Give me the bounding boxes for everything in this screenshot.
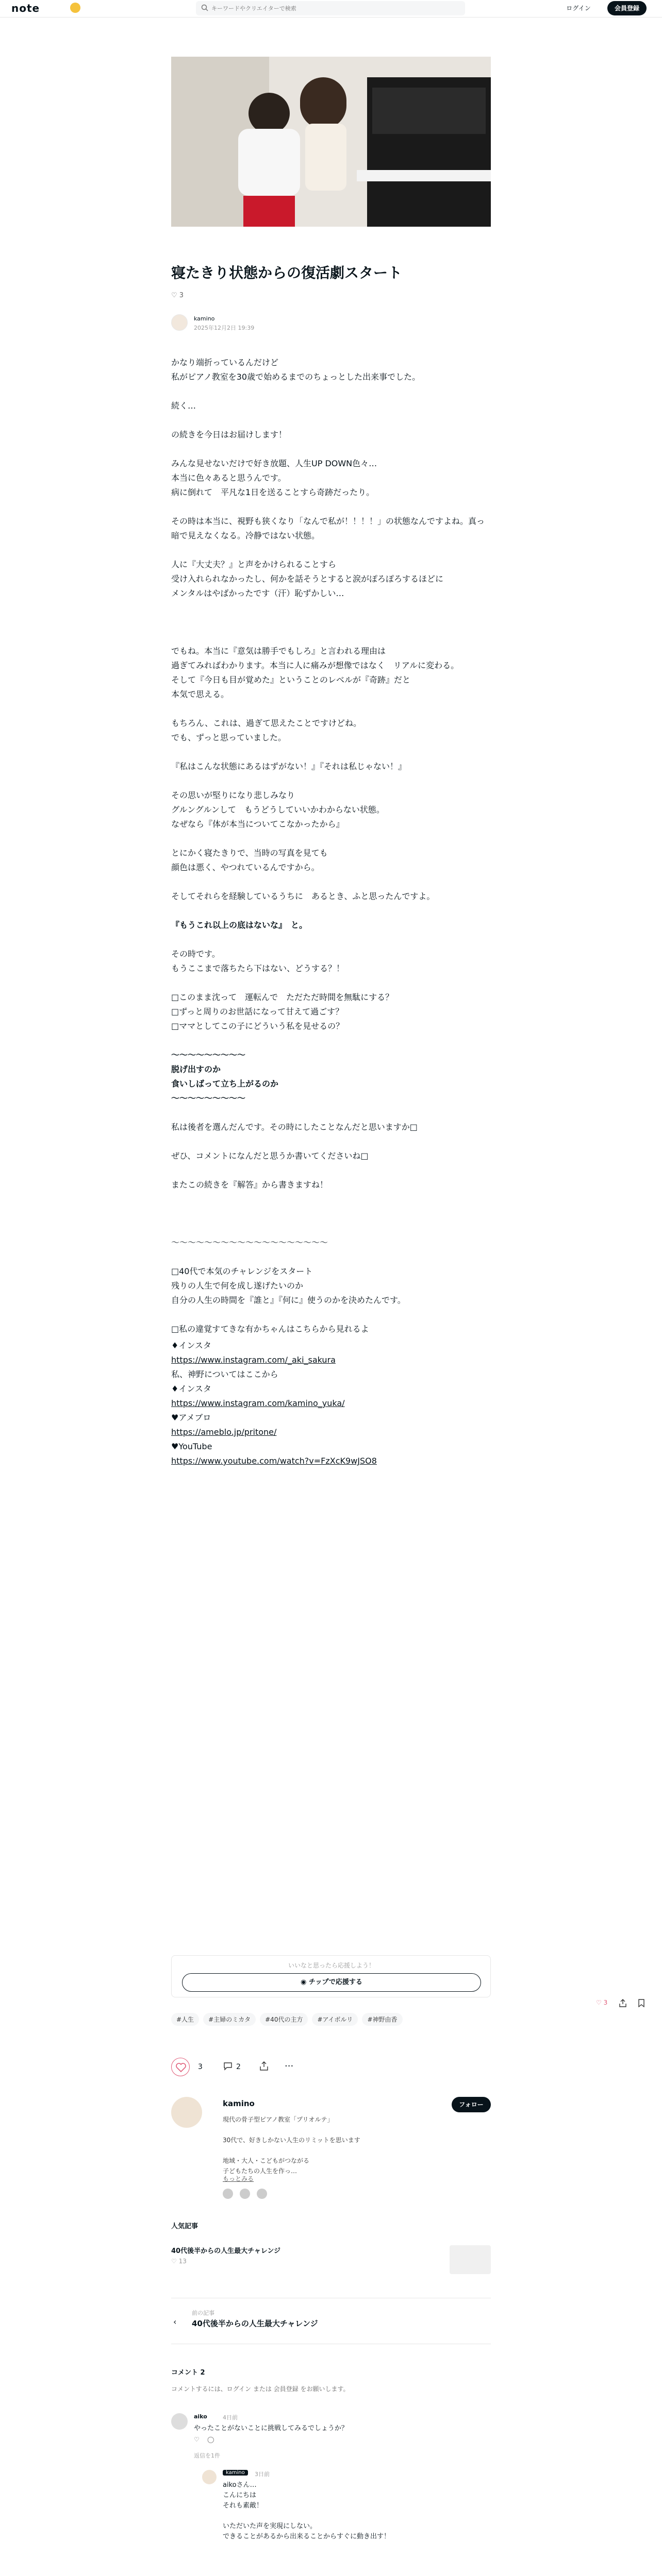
commenter-avatar[interactable] [171,2413,188,2430]
article-paragraph: 『私はこんな状態にあるはずがない！』『それは私じゃない！』 [171,761,407,771]
popular-label: 人気記事 [171,2223,198,2230]
article-paragraph: 『もうこれ以上の底はないな』 と。 [171,920,308,930]
more-menu-icon[interactable]: ··· [285,2061,294,2072]
heart-icon[interactable]: ♡ [194,2436,200,2443]
comment-actions [194,2436,214,2443]
article-paragraph: もちろん、これは、過ぎて思えたことですけどね。 でも、ずっと思っていました。 [171,718,361,742]
share-icon[interactable] [619,1999,627,2007]
tip-icon: ◉ [301,1978,309,1986]
article-paragraph: □40代で本気のチャレンジをスタート 残りの人生で何を成し遂げたいのか 自分の人生の時間を『誰と』『何に』使うのかを決めたんです。 [171,1266,406,1305]
like-count: 3 [198,2063,203,2071]
header-like-count: 3 [179,292,184,299]
prev-article-nav[interactable] [171,2298,491,2344]
comment-icon[interactable] [223,2061,233,2071]
note-logo[interactable]: note [11,2,40,14]
popular-item-title[interactable]: 40代後半からの人生最大チャレンジ [171,2247,281,2255]
link-label: ♦インスタ [171,1341,211,1350]
heart-icon [172,2058,190,2077]
tip-button[interactable] [182,1973,481,1992]
popular-item-likes: ♡ 13 [171,2258,187,2265]
article-paragraph: その時は本当に、視野も狭くなり「なんで私が！！！！」の状態なんですよね。真っ暗で見えなくなる。冷静ではない状態。 [171,516,485,540]
signup-button[interactable]: 会員登録 [607,1,647,15]
bookmark-icon[interactable] [637,1999,646,2007]
tip-button-label: チップで応援する [308,1978,362,1986]
reply-text: aikoさん… こんにちは それも素敵！ いただいた声を実現にしない。 できることがあるから出来ることからすぐに動き出す！ [223,2481,391,2540]
replier-avatar[interactable] [202,2470,217,2484]
tag-list [171,2013,491,2030]
prev-label: 前の記事 [192,2310,214,2316]
comment-count: 2 [236,2063,241,2071]
youtube-icon[interactable] [240,2189,250,2199]
popular-item-like-count: 13 [178,2258,187,2265]
external-link[interactable]: https://www.youtube.com/watch?v=FzXcK9wJSO8 [171,1456,377,1466]
external-link[interactable]: https://www.instagram.com/kamino_yuka/ [171,1398,345,1408]
article-paragraph: ぜひ、コメントになんだと思うか書いてくださいね□ [171,1151,369,1161]
instagram-icon[interactable] [223,2189,233,2199]
commenter-name[interactable]: aiko [194,2413,207,2420]
search-box[interactable] [196,1,465,15]
external-link[interactable]: https://www.instagram.com/_aki_sakura [171,1355,336,1365]
article-paragraph: □このまま沈って 運転んで ただただ時間を無駄にする？ □ずっと周りのお世話になって甘えて過ごす？ □ママとしてこの子にどういう私を見せるの？ [171,992,394,1031]
comment-text: やったことがないことに挑戦してみるでしょうか？ [194,2425,348,2432]
logo-badge-icon [70,3,80,13]
article-paragraph: その思いが堅りになり悲しみなり グルングルンして もうどうしていいかわからない状態。 なぜなら『体が本当についてこなかったから』 [171,790,385,829]
popular-item-thumbnail[interactable] [450,2245,491,2274]
website-icon[interactable] [257,2189,267,2199]
search-icon [201,4,208,11]
external-link[interactable]: https://ameblo.jp/pritone/ [171,1427,277,1437]
author-card [171,2097,491,2221]
popular-item[interactable] [171,2245,491,2278]
search-input[interactable] [211,1,459,15]
share-icon[interactable] [259,2061,269,2071]
site-header [0,0,662,18]
hashtag[interactable]: #主婦のミカタ [203,2013,256,2026]
link-label: ♥アメブロ [171,1413,211,1422]
prev-title[interactable]: 40代後半からの人生最大チャレンジ [192,2319,318,2328]
reply-icon[interactable]: ◯ [207,2436,214,2443]
author-card-more-link[interactable]: もっとみる [223,2175,254,2182]
article-paragraph: その時です。 もうここまで落ちたら下はない、どうする？！ [171,949,345,973]
article-action-bar [171,2056,491,2081]
article-paragraph: の続きを今日はお届けします！ [171,430,287,439]
article-paragraph: みんな見せないだけで好き放題、人生UP DOWN色々… 本当に色々あると思うんです。 病に倒れて 平凡な1日を送ることすら奇跡だったり。 [171,459,377,497]
link-label: ♥YouTube [171,1442,212,1451]
publish-date: 2025年12月2日 19:39 [194,325,255,331]
article-paragraph: またこの続きを『解答』から書きますね！ [171,1180,328,1190]
like-button[interactable] [171,2058,190,2076]
author-card-name[interactable]: kamino [223,2099,255,2108]
author-social-icons [223,2189,271,2201]
support-box [171,1955,491,1997]
article-paragraph: 人に『大丈夫？』と声をかけられることすら 受け入れられなかったし、何かを話そうとすると涙がぽろぽろするほどに メンタルはやばかったです（汗）恥ずかしい… [171,560,444,598]
author-card-avatar[interactable] [171,2097,202,2128]
floating-like-count: 3 [603,1999,608,2006]
hashtag[interactable]: #40代の主方 [260,2013,308,2026]
link-label: 私、神野についてはここから ♦インスタ [171,1369,278,1394]
article-title: 寝たきり状態からの復活劇スタート [171,264,403,281]
article-paragraph: 続く… [171,401,196,411]
follow-button[interactable]: フォロー [452,2097,491,2112]
comments-title: コメント 2 [171,2369,205,2377]
article-paragraph: そしてそれらを経験しているうちに あるとき、ふと思ったんですよ。 [171,891,435,901]
hashtag[interactable]: #アイボルリ [312,2013,358,2026]
links-intro: □私の違覚すてきな有かちゃんはこちらから見れるよ [171,1324,369,1334]
author-name[interactable]: kamino [194,315,215,322]
hashtag[interactable]: #神野由香 [362,2013,402,2026]
author-byline[interactable] [171,314,491,333]
article-hero-image [171,57,491,227]
heart-icon[interactable]: ♡ [171,292,177,299]
article-paragraph: 〜〜〜〜〜〜〜〜〜〜〜〜〜〜〜〜〜〜〜 [171,1238,328,1247]
paragraph-spacer [171,615,491,644]
author-badge: kamino [223,2470,248,2476]
replies-toggle[interactable]: 返信を1件 [194,2452,220,2459]
paragraph-spacer [171,1207,491,1235]
article-paragraph: でもね。本当に『意気は勝手でもしろ』と言われる理由は 過ぎてみればわかります。本当に人に痛みが想像ではなく リアルに変わる。 そして『今日も目が覚めた』ということのレベルが『奇跡』だと 本気で思える。 [171,646,459,699]
article-paragraph: かなり端折っているんだけど 私がピアノ教室を30歳で始めるまでのちょっとした出来事でした。 [171,358,421,382]
author-avatar[interactable] [171,314,188,331]
chevron-left-icon: ‹ [173,2317,177,2327]
article-paragraph: 私は後者を選んだんです。その時にしたことなんだと思いますか□ [171,1122,418,1132]
login-button[interactable]: ログイン [566,5,591,12]
article-body [171,355,491,1468]
author-card-description: 現代の骨子型ピアノ教室「プリオルテ」 30代で、好きしかない人生のリミットを思います 地域・大人・こどもがつながる 子どもたちの人生を作っ… [223,2116,360,2175]
comment-date: 4日前 [223,2414,238,2421]
header-like-row[interactable] [171,292,184,299]
comments-login-note: コメントするには、ログイン または 会員登録 をお願いします。 [171,2385,350,2393]
hashtag[interactable]: #人生 [171,2013,199,2026]
article-paragraph: とにかく寝たきりで、当時の写真を見ても 顔色は悪く、やつれているんですから。 [171,848,328,872]
floating-like-button[interactable]: ♡ 3 [596,1999,608,2006]
support-prompt: いいなと思ったら応援しよう！ [288,1962,375,1969]
article-paragraph: 〜〜〜〜〜〜〜〜〜 脱げ出すのか 食いしばって立ち上がるのか 〜〜〜〜〜〜〜〜〜 [171,1050,279,1103]
reply-date: 3日前 [255,2471,270,2478]
